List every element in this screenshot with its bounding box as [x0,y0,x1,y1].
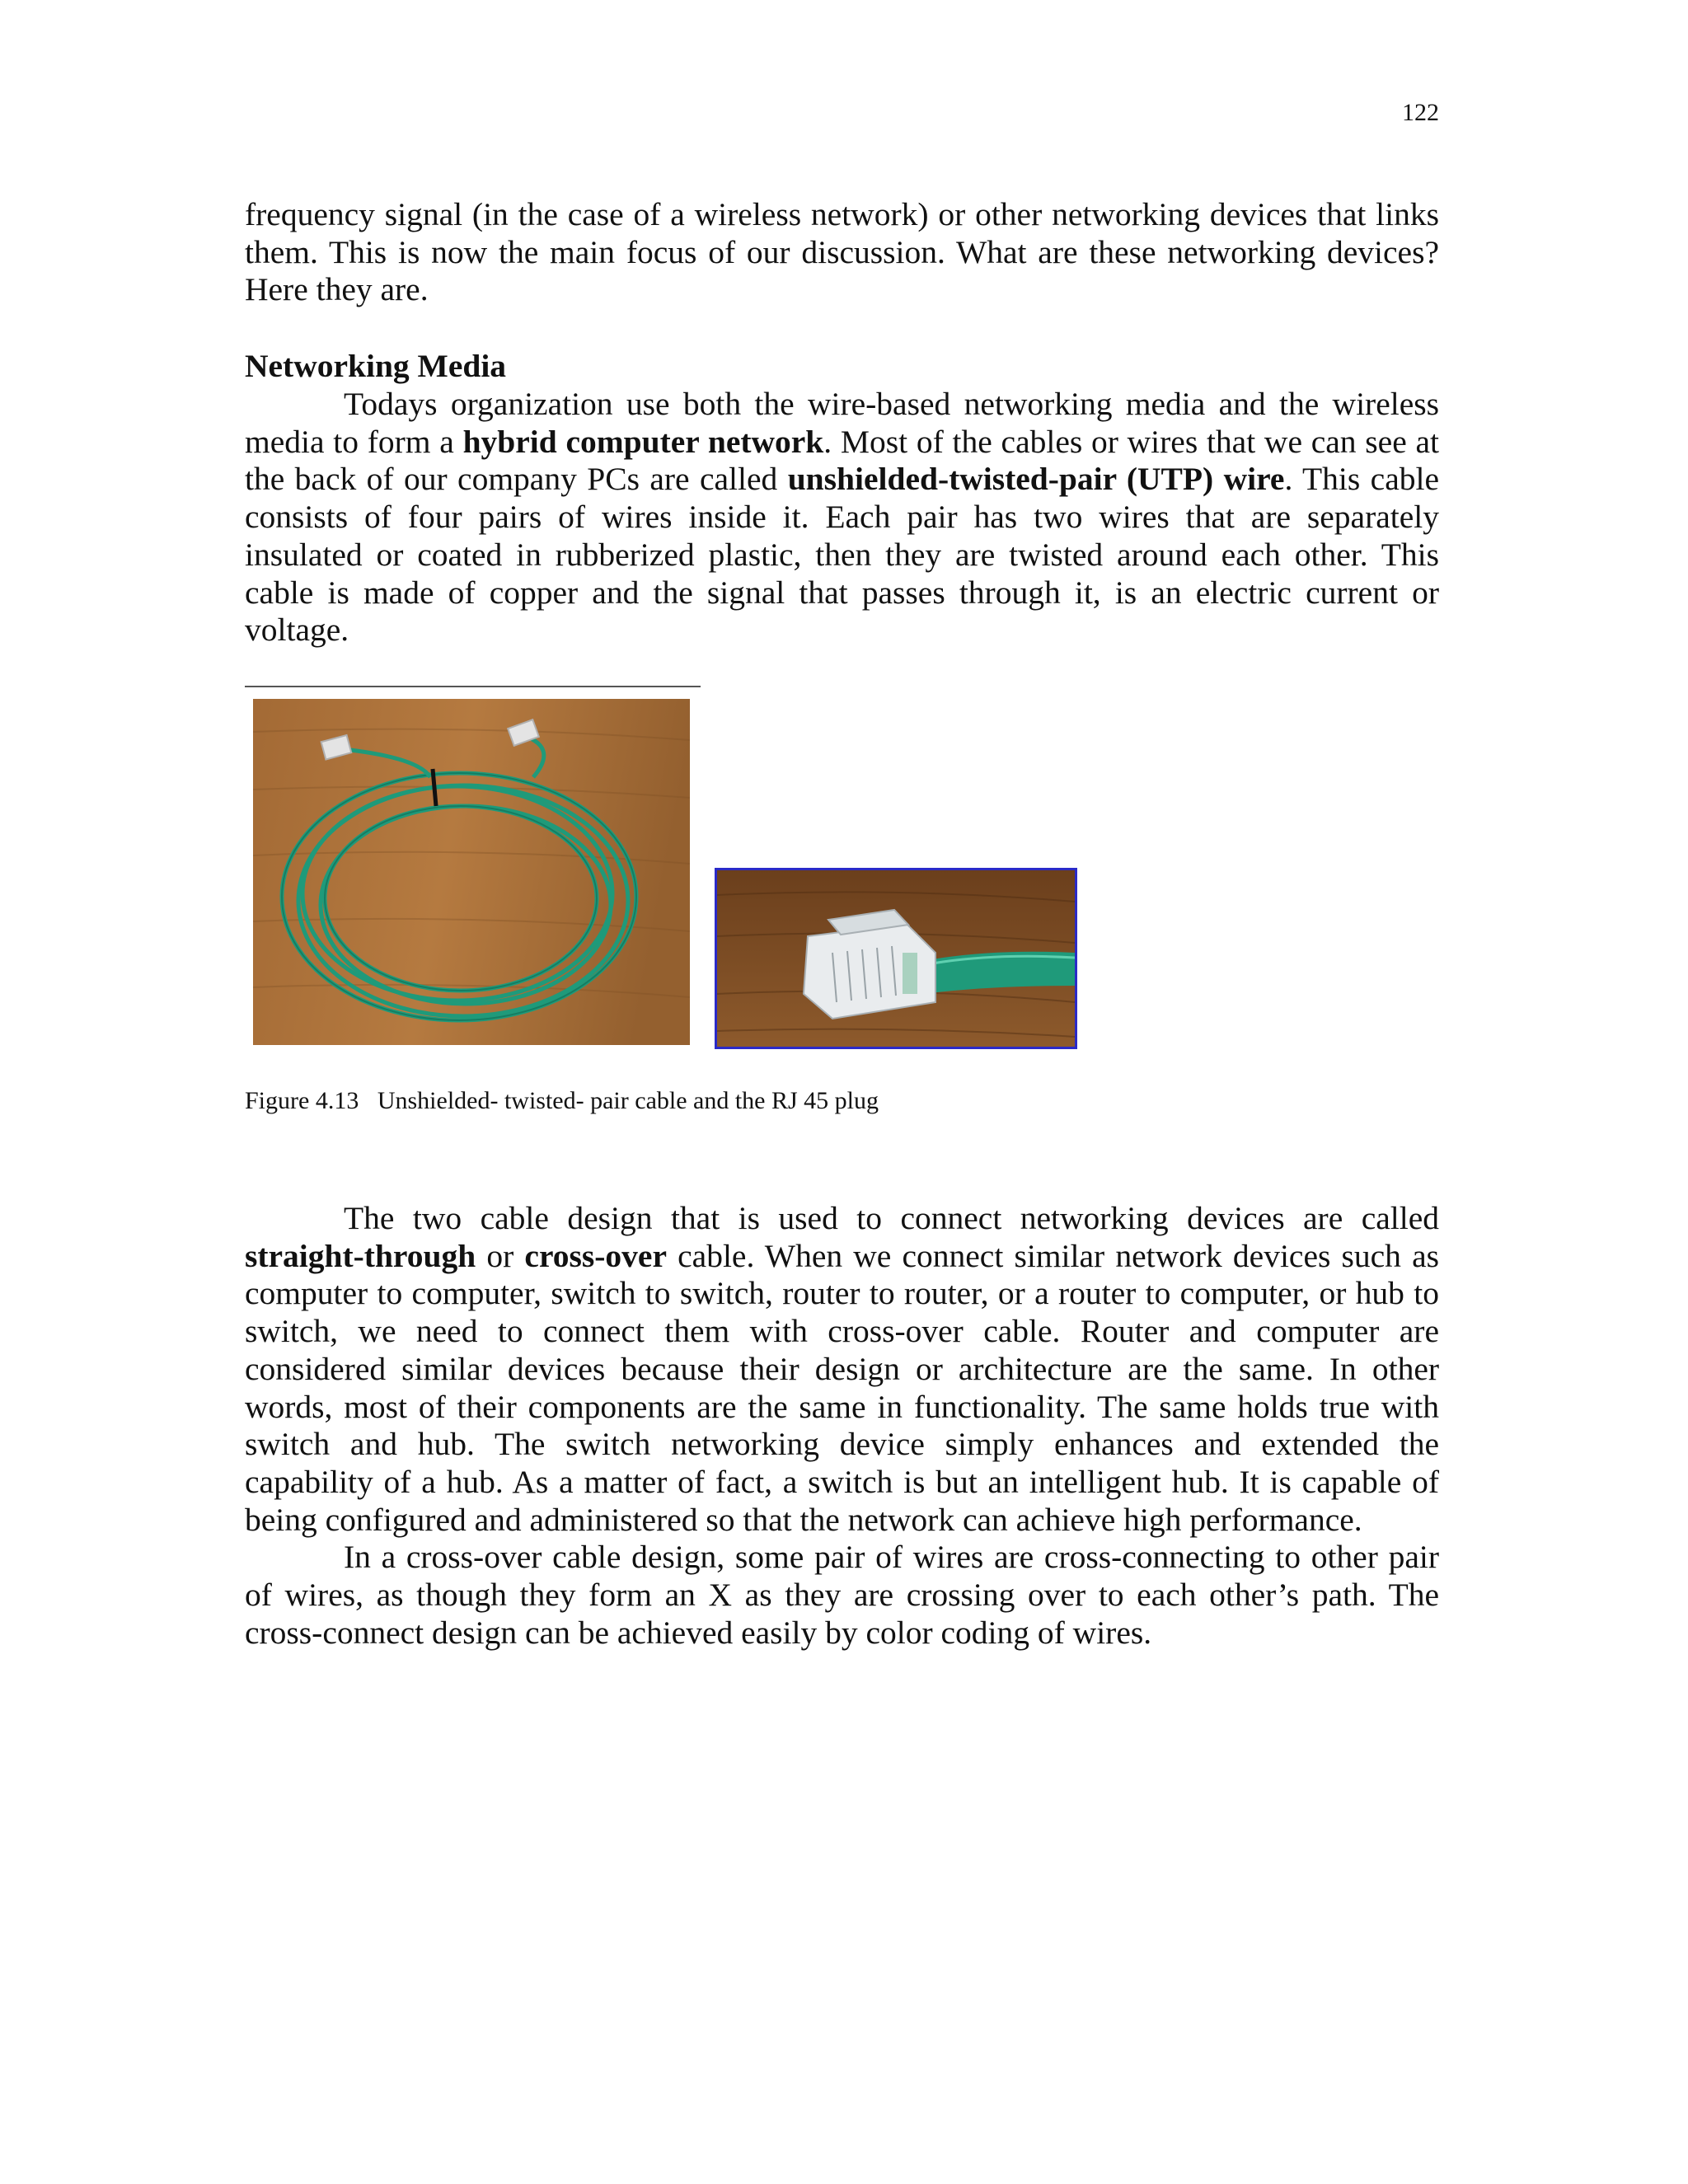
utp-cable-coil-photo [253,699,690,1045]
rj45-plug-photo [715,868,1077,1049]
section-heading: Networking Media [245,348,507,384]
cable-design-paragraph [245,1200,1439,1539]
paragraph-text: . This cable consists of four pairs of wires inside it. Each pair has two wires that are separately insulated or coated in rubberized plastic, then they are twisted around each other. This cable is made of copper and the signal that passes through it, is an electric current or voltage. [245,461,1439,649]
paragraph-text: cable. When we connect similar network devices such as computer to computer, switch to switch, router to router, or a router to computer, or hub to switch, we need to connect them with cross-over cable. Router and computer are considered similar devices because their design or architecture are the same. In other words, most of their components are the same in functionality. The same holds true with switch and hub. The switch networking device simply enhances and extended the capability of a hub. As a matter of fact, a switch is but an intelligent hub. It is capable of being configured and administered so that the network can achieve high performance. [245,1237,1439,1538]
cable-design-paragraph-block [245,1200,1439,1652]
cross-over-paragraph: In a cross-over cable design, some pair of wires are cross-connecting to other pair of wires, as though they form an X as they are crossing over to each other’s path. The cross-connect design can be achieved easily by color coding of wires. [245,1539,1439,1651]
bold-term-utp-wire: unshielded-twisted-pair (UTP) wire [787,461,1285,498]
bold-term-straight-through: straight-through [245,1237,476,1274]
page-number: 122 [1402,99,1439,126]
paragraph-text: or [476,1237,525,1274]
bold-term-hybrid-network: hybrid computer network [462,423,824,460]
figure-caption: Figure 4.13 Unshielded- twisted- pair cable and the RJ 45 plug [245,1087,879,1114]
intro-paragraph-block [245,196,1439,309]
intro-paragraph: frequency signal (in the case of a wireless network) or other networking devices that links them. This is now the main focus of our discussion. What are these networking devices? Here they are. [245,196,1439,308]
paragraph-text: The two cable design that is used to connect networking devices are called [344,1200,1439,1236]
bold-term-cross-over: cross-over [524,1237,667,1274]
networking-media-paragraph [245,386,1439,649]
figure-divider-rule [245,686,701,687]
paragraph-text: Todays organization use both the wire-based networking media and the wireless media to form a [245,386,1439,460]
networking-media-paragraph-block [245,386,1439,649]
paragraph-text: . Most of the cables or wires that we can see at the back of our company PCs are called [245,423,1439,498]
